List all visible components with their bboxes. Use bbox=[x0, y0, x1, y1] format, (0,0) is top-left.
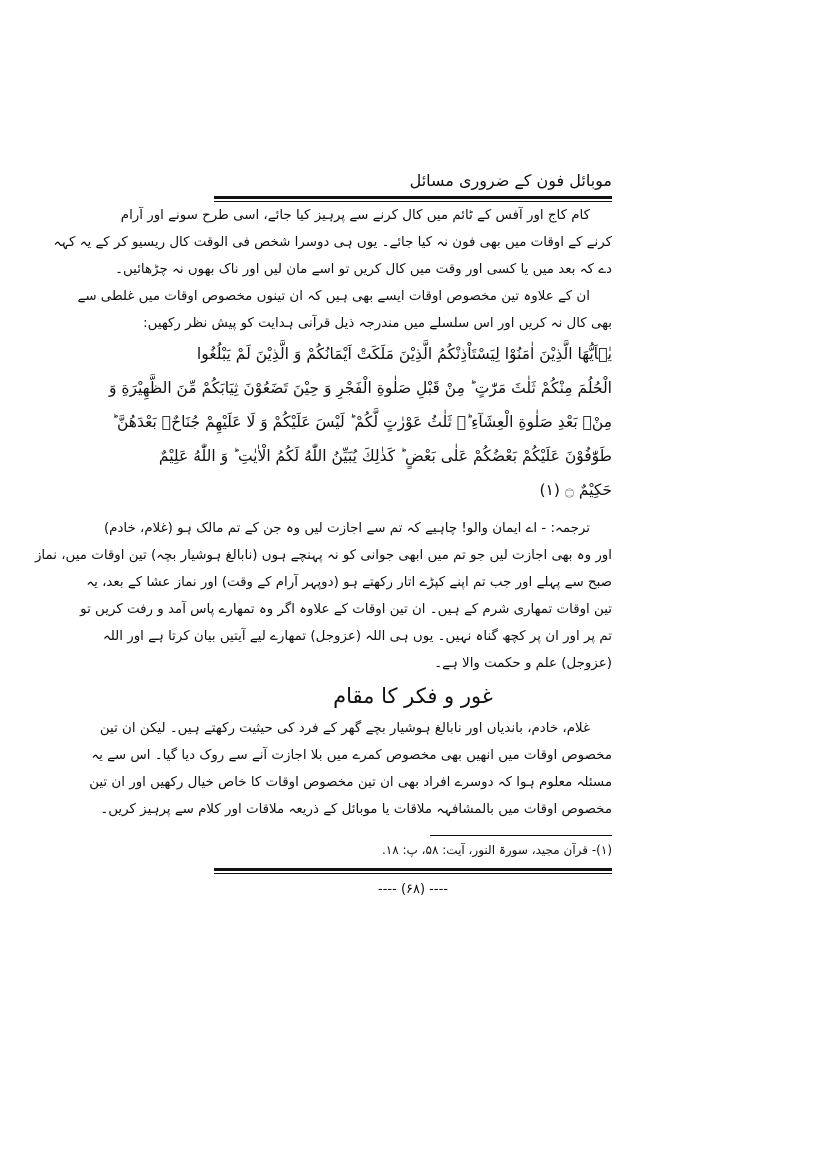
quran-verse bbox=[108, 337, 612, 507]
text-line: مسئلہ معلوم ہوا کہ دوسرے افراد بھی ان تین مخصوص اوقات کا خاص خیال رکھیں اور ان تین bbox=[89, 775, 612, 790]
verse-line: طَوّٰفُوْنَ عَلَیْكُمْ بَعْضُكُمْ عَلٰى بَعْضٍ ؕ كَذٰلِكَ یُبَیِّنُ اللّٰهُ لَكُمُ الْاٰیٰتِ ؕ وَ اللّٰهُ عَلِیْمٌ bbox=[158, 447, 612, 465]
running-header: موبائل فون کے ضروری مسائل bbox=[409, 171, 612, 190]
footnote-rule bbox=[430, 835, 612, 836]
verse-line: الْحُلُمَ مِنْكُمْ ثَلٰثَ مَرّٰتٍ ؕ مِنْ قَبْلِ صَلٰوةِ الْفَجْرِ وَ حِیْنَ تَضَعُوْنَ ثِیَابَكُمْ مِّنَ الظَّهِیْرَةِ وَ bbox=[108, 379, 612, 397]
book-page bbox=[34, 168, 612, 897]
text-line: مخصوص اوقات میں انھیں بھی مخصوص کمرے میں بلا اجازت آنے سے روک دیا گیا۔ اس سے یہ bbox=[91, 748, 612, 763]
verse-line: حَكِیْمٌ ۝ (۱) bbox=[539, 481, 612, 499]
text-line: ان کے علاوہ تین مخصوص اوقات ایسے بھی ہیں کہ ان تینوں مخصوص اوقات میں غلطی سے bbox=[77, 289, 590, 304]
footnote: (۱)- قرآن مجید، سورۃ النور، آیت: ۵۸، پ: ۱۸. bbox=[381, 843, 612, 857]
translation bbox=[34, 515, 612, 677]
text-line: کرنے کے اوقات میں بھی فون نہ کیا جائے۔ یوں ہی دوسرا شخص فی الوقت کال ریسیو کر کے یہ کہہ bbox=[53, 235, 612, 250]
page-number: ---- (۶۸) ---- bbox=[378, 882, 448, 897]
text-line: غلام، خادم، باندیاں اور نابالغ ہوشیار بچے گھر کے فرد کی حیثیت رکھتے ہیں۔ لیکن ان تین bbox=[99, 721, 590, 736]
text-line: مخصوص اوقات میں بالمشافہہ ملاقات یا موبائل کے ذریعہ ملاقات اور کلام سے پرہیز کریں۔ bbox=[100, 802, 612, 817]
text-line: اور وہ بھی اجازت لیں جو تم میں ابھی جوانی کو نہ پہنچے ہوں (نابالغ ہوشیار بچہ) تین اوقات میں، نماز bbox=[34, 548, 612, 563]
text-line: ترجمہ: - اے ایمان والو! چاہیے کہ تم سے اجازت لیں وہ جن کے تم مالک ہو (غلام، خادم) bbox=[103, 521, 590, 536]
verse-line: یٰۤاَیُّهَا الَّذِیْنَ اٰمَنُوْا لِیَسْتَاْذِنْكُمُ الَّذِیْنَ مَلَكَتْ اَیْمَانُكُمْ وَ الَّذِیْنَ لَمْ یَبْلُغُوا bbox=[196, 345, 612, 363]
text-line: کام کاج اور آفس کے ٹائم میں کال کرنے سے پرہیز کیا جائے، اسی طرح سونے اور آرام bbox=[120, 208, 590, 223]
text-line: دے کہ بعد میں یا کسی اور وقت میں کال کریں تو اسے مان لیں اور ناک بھوں نہ چڑھائیں۔ bbox=[115, 262, 612, 277]
paragraph-2 bbox=[77, 283, 612, 337]
footer-rule bbox=[214, 868, 612, 874]
text-line: تین اوقات تمھاری شرم کے ہیں۔ ان تین اوقات کے علاوہ اگر وہ تمھارے پاس آمد و رفت کریں تو bbox=[80, 602, 612, 617]
text-line: صبح سے پہلے اور جب تم اپنے کپڑے اتار رکھتے ہو (دوپہر آرام کے وقت) اور نماز عشا کے بعد، یہ bbox=[86, 575, 612, 590]
verse-line: مِنْۢ بَعْدِ صَلٰوةِ الْعِشَآءِ ؕ۫ ثَلٰثُ عَوْرٰتٍ لَّكُمْ ؕ لَیْسَ عَلَیْكُمْ وَ لَا عَلَیْهِمْ جُنَاحٌۢ بَعْدَهُنَّ ؕ bbox=[112, 413, 612, 431]
paragraph-1 bbox=[53, 202, 612, 283]
text-line: تم پر اور ان پر کچھ گناہ نہیں۔ یوں ہی اللہ (عزوجل) تمھارے لیے آیتیں بیان کرتا ہے اور اللہ bbox=[102, 629, 612, 644]
text-line: بھی کال نہ کریں اور اس سلسلے میں مندرجہ ذیل قرآنی ہدایت کو پیش نظر رکھیں: bbox=[143, 316, 612, 331]
text-line: (عزوجل) علم و حکمت والا ہے۔ bbox=[434, 656, 612, 671]
section-heading: غور و فکر کا مقام bbox=[333, 684, 493, 708]
paragraph-3 bbox=[89, 715, 612, 823]
